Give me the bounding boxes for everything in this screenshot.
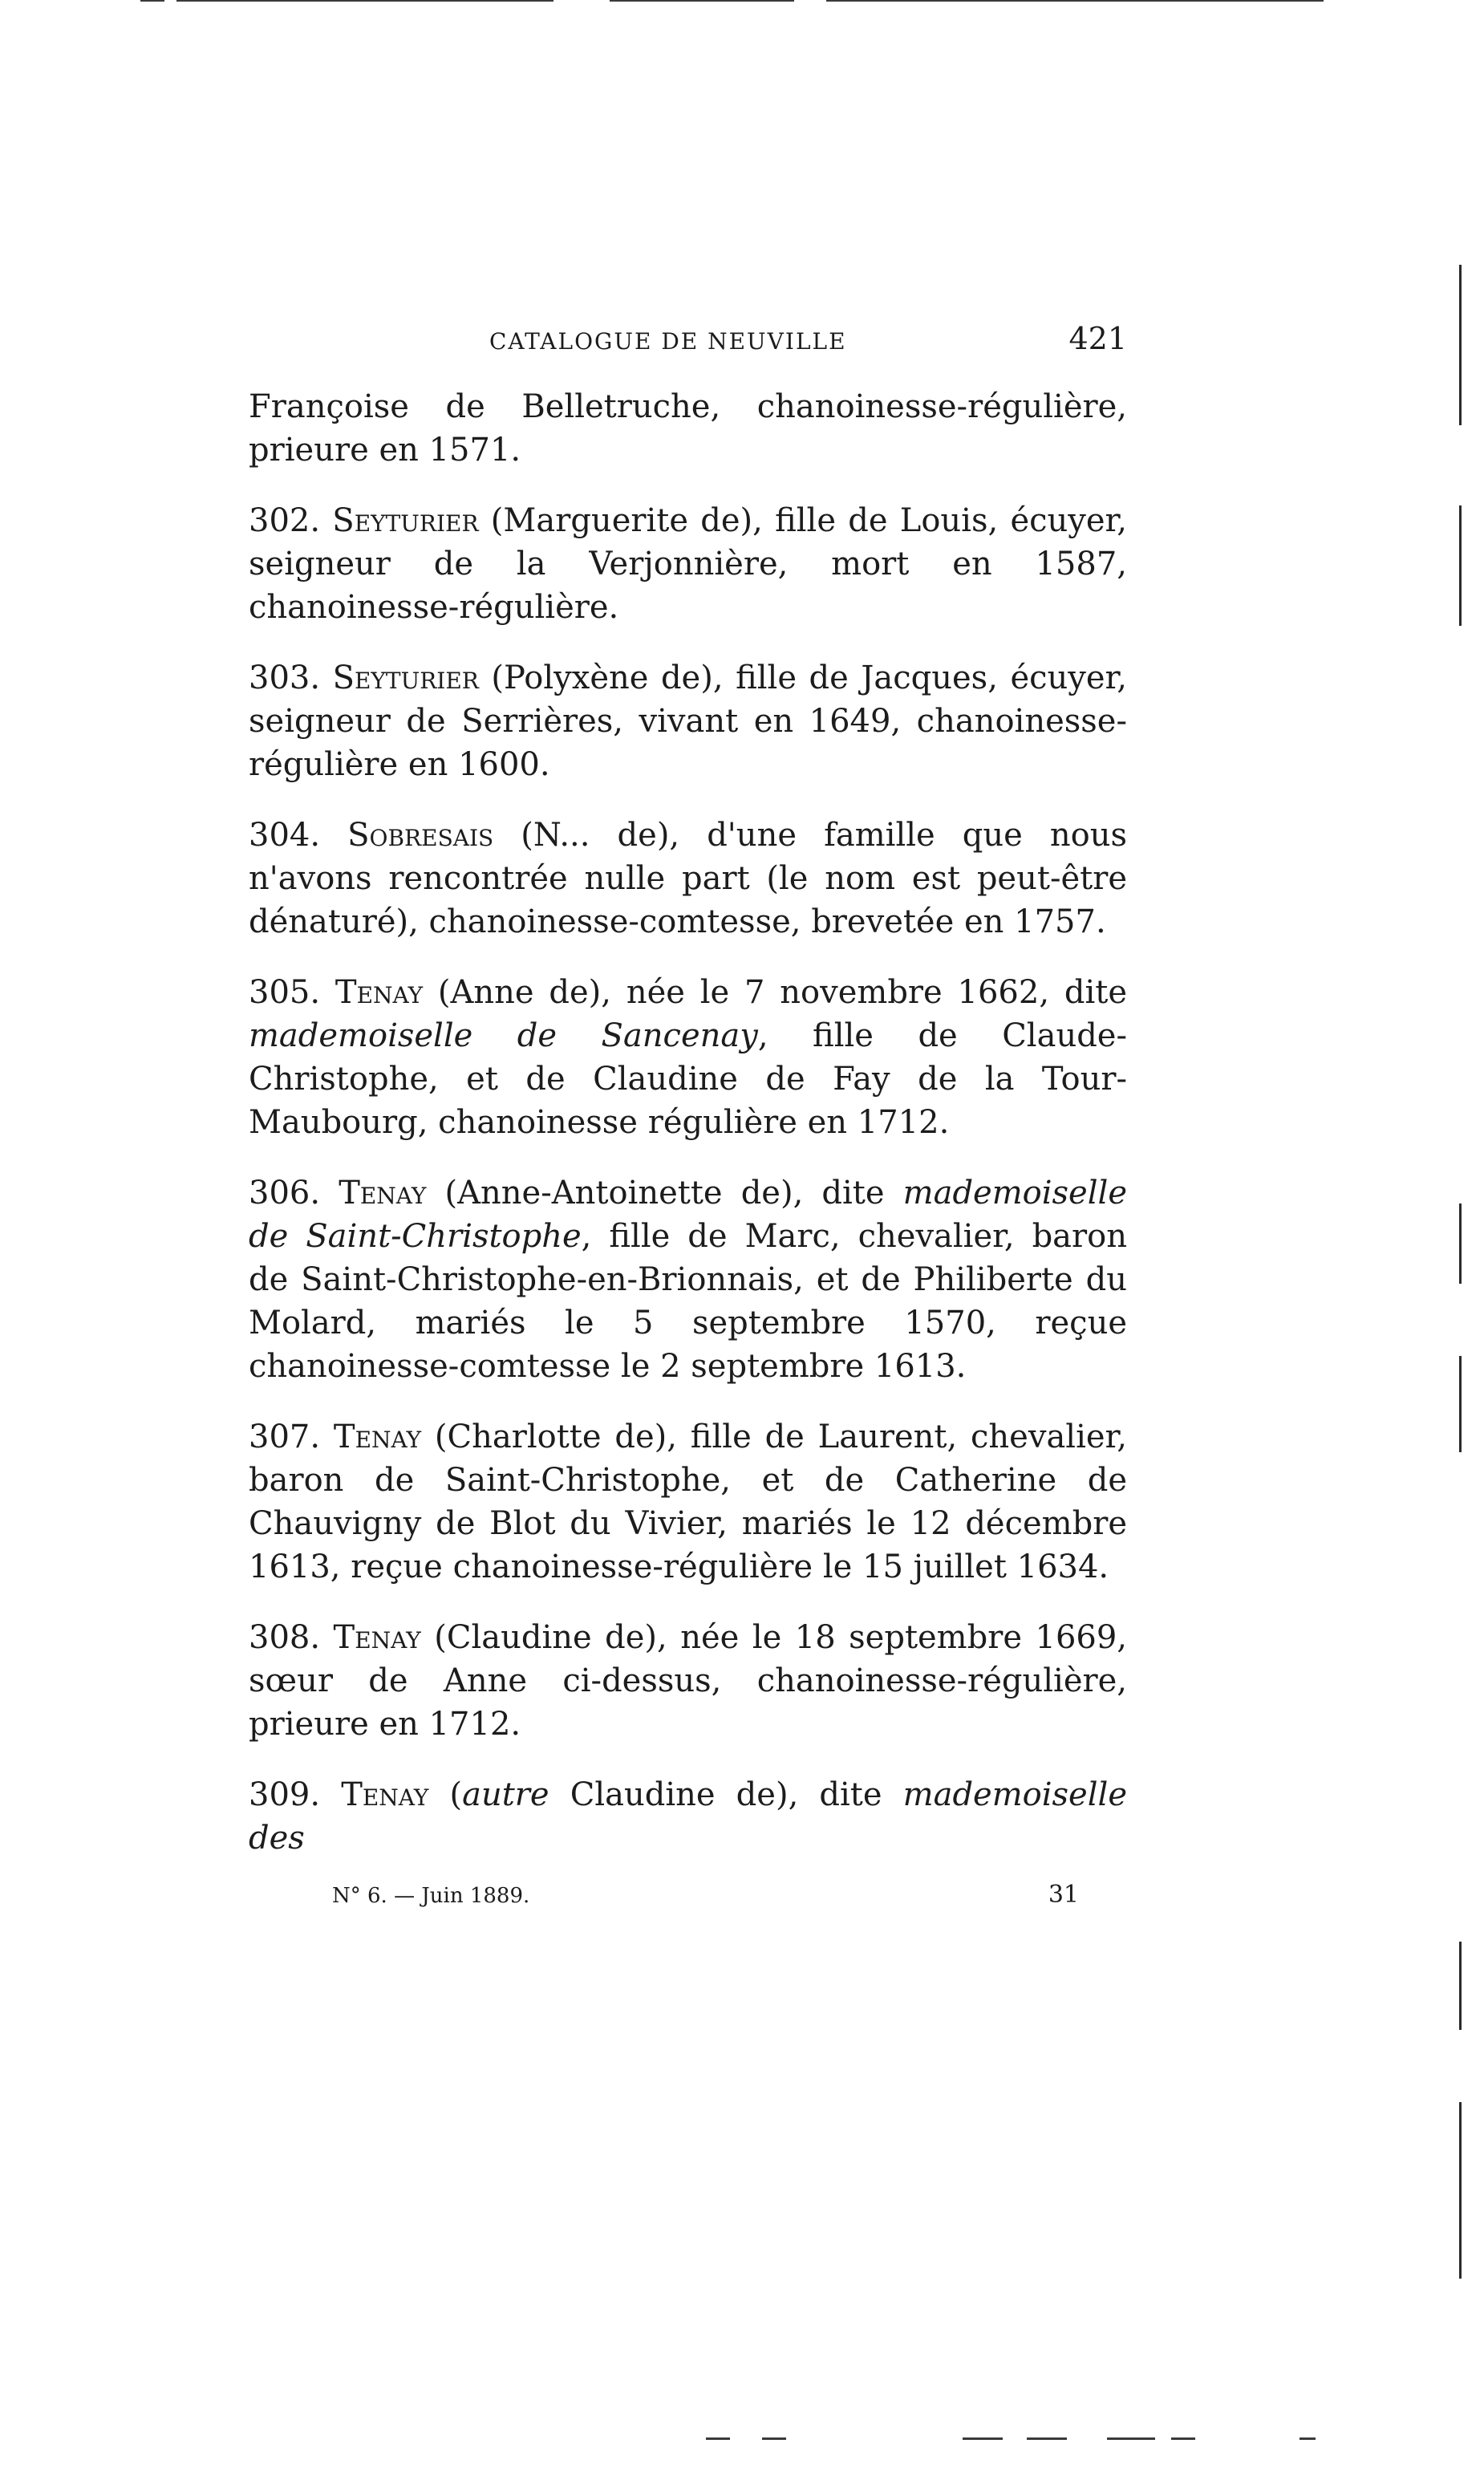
entry-surname: Seyturier — [332, 502, 479, 539]
continued-paragraph: Françoise de Belletruche, chanoinesse-régulière, prieure en 1571. — [249, 388, 1127, 469]
entry-surname: Tenay — [333, 1419, 422, 1455]
scan-edge-line — [610, 0, 794, 2]
entry-surname: Tenay — [335, 974, 424, 1011]
entry-surname: Tenay — [339, 1175, 427, 1212]
catalogue-entry-308 — [249, 1616, 1127, 1746]
entry-text: ( — [428, 1776, 463, 1813]
entry-number: 304. — [249, 817, 348, 854]
entry-epithet: mademoiselle de Saint-Christophe — [249, 1175, 1127, 1255]
scan-margin-mark — [1459, 2102, 1462, 2279]
entry-number: 302. — [249, 502, 333, 539]
book-page — [249, 321, 1127, 1909]
scan-edge-line — [826, 0, 1324, 2]
entry-epithet: mademoiselle de Sancenay — [249, 1017, 758, 1054]
catalogue-entry-302 — [249, 499, 1127, 629]
catalogue-entry-307 — [249, 1415, 1127, 1589]
entry-text: , fille de Marc, chevalier, baron de Saint-Christophe-en-Brionnais, et de Philiberte du Molard, mariés le 5 septembre 1570, reçue chanoinesse-comtesse le 2 septembre 1613. — [249, 1218, 1127, 1385]
scan-margin-mark — [1459, 265, 1462, 425]
scan-margin-mark — [1459, 1942, 1462, 2030]
entry-text: Claudine de), dite — [549, 1776, 903, 1813]
scan-edge-line — [1300, 2437, 1316, 2440]
catalogue-entry-303 — [249, 656, 1127, 786]
signature-mark: 31 — [1048, 1881, 1079, 1909]
scan-margin-mark — [1459, 1356, 1462, 1452]
entry-text: (N... de), d'une famille que nous n'avons rencontrée nulle part (le nom est peut-être dénaturé), chanoinesse-comtesse, brevetée en 1757. — [249, 817, 1127, 940]
running-head — [249, 321, 1127, 356]
entry-number: 306. — [249, 1175, 339, 1212]
scan-edge-line — [1171, 2437, 1195, 2440]
entry-text: (Claudine de), née le 18 septembre 1669, sœur de Anne ci-dessus, chanoinesse-régulière, prieure en 1712. — [249, 1619, 1128, 1743]
entry-surname: Seyturier — [332, 660, 479, 696]
catalogue-entry-309 — [249, 1773, 1127, 1860]
issue-line: N° 6. — Juin 1889. — [332, 1884, 530, 1908]
entry-surname: Tenay — [341, 1776, 429, 1813]
entry-number: 308. — [249, 1619, 334, 1656]
scan-edge-line — [1107, 2437, 1155, 2440]
scan-edge-line — [140, 0, 164, 2]
entry-number: 305. — [249, 974, 335, 1011]
entry-text: , fille de Claude-Christophe, et de Claudine de Fay de la Tour-Maubourg, chanoinesse régulière en 1712. — [249, 1017, 1127, 1141]
catalogue-entry-304 — [249, 814, 1127, 944]
entry-number: 309. — [249, 1776, 342, 1813]
scan-edge-line — [1027, 2437, 1067, 2440]
running-title: CATALOGUE DE NEUVILLE — [489, 328, 847, 355]
scan-edge-line — [963, 2437, 1003, 2440]
scan-edge-line — [706, 2437, 730, 2440]
scan-edge-line — [762, 2437, 786, 2440]
entry-number: 307. — [249, 1419, 334, 1455]
catalogue-entry-306 — [249, 1171, 1127, 1388]
page-number: 421 — [1068, 321, 1127, 356]
scan-edge-line — [176, 0, 553, 2]
scan-margin-mark — [1459, 1203, 1462, 1284]
entry-surname: Sobresais — [347, 817, 494, 854]
entry-text: (Marguerite de), fille de Louis, écuyer, seigneur de la Verjonnière, mort en 1587, chanoinesse-régulière. — [249, 502, 1127, 626]
entry-qualifier: autre — [462, 1776, 549, 1813]
entry-text: (Charlotte de), fille de Laurent, chevalier, baron de Saint-Christophe, et de Catherine de Chauvigny de Blot du Vivier, mariés le 12 décembre 1613, reçue chanoinesse-régulière le 15 juillet 1634. — [249, 1419, 1127, 1585]
scan-margin-mark — [1459, 505, 1462, 626]
entry-epithet: mademoiselle des — [249, 1776, 1127, 1857]
entry-number: 303. — [249, 660, 333, 696]
page-footer — [249, 1881, 1127, 1909]
entry-text: (Anne-Antoinette de), dite — [426, 1175, 903, 1212]
catalogue-entry-305 — [249, 971, 1127, 1144]
entry-text: (Polyxène de), fille de Jacques, écuyer, seigneur de Serrières, vivant en 1649, chanoinesse-régulière en 1600. — [249, 660, 1127, 783]
entry-surname: Tenay — [333, 1619, 421, 1656]
entry-text: (Anne de), née le 7 novembre 1662, dite — [423, 974, 1128, 1011]
